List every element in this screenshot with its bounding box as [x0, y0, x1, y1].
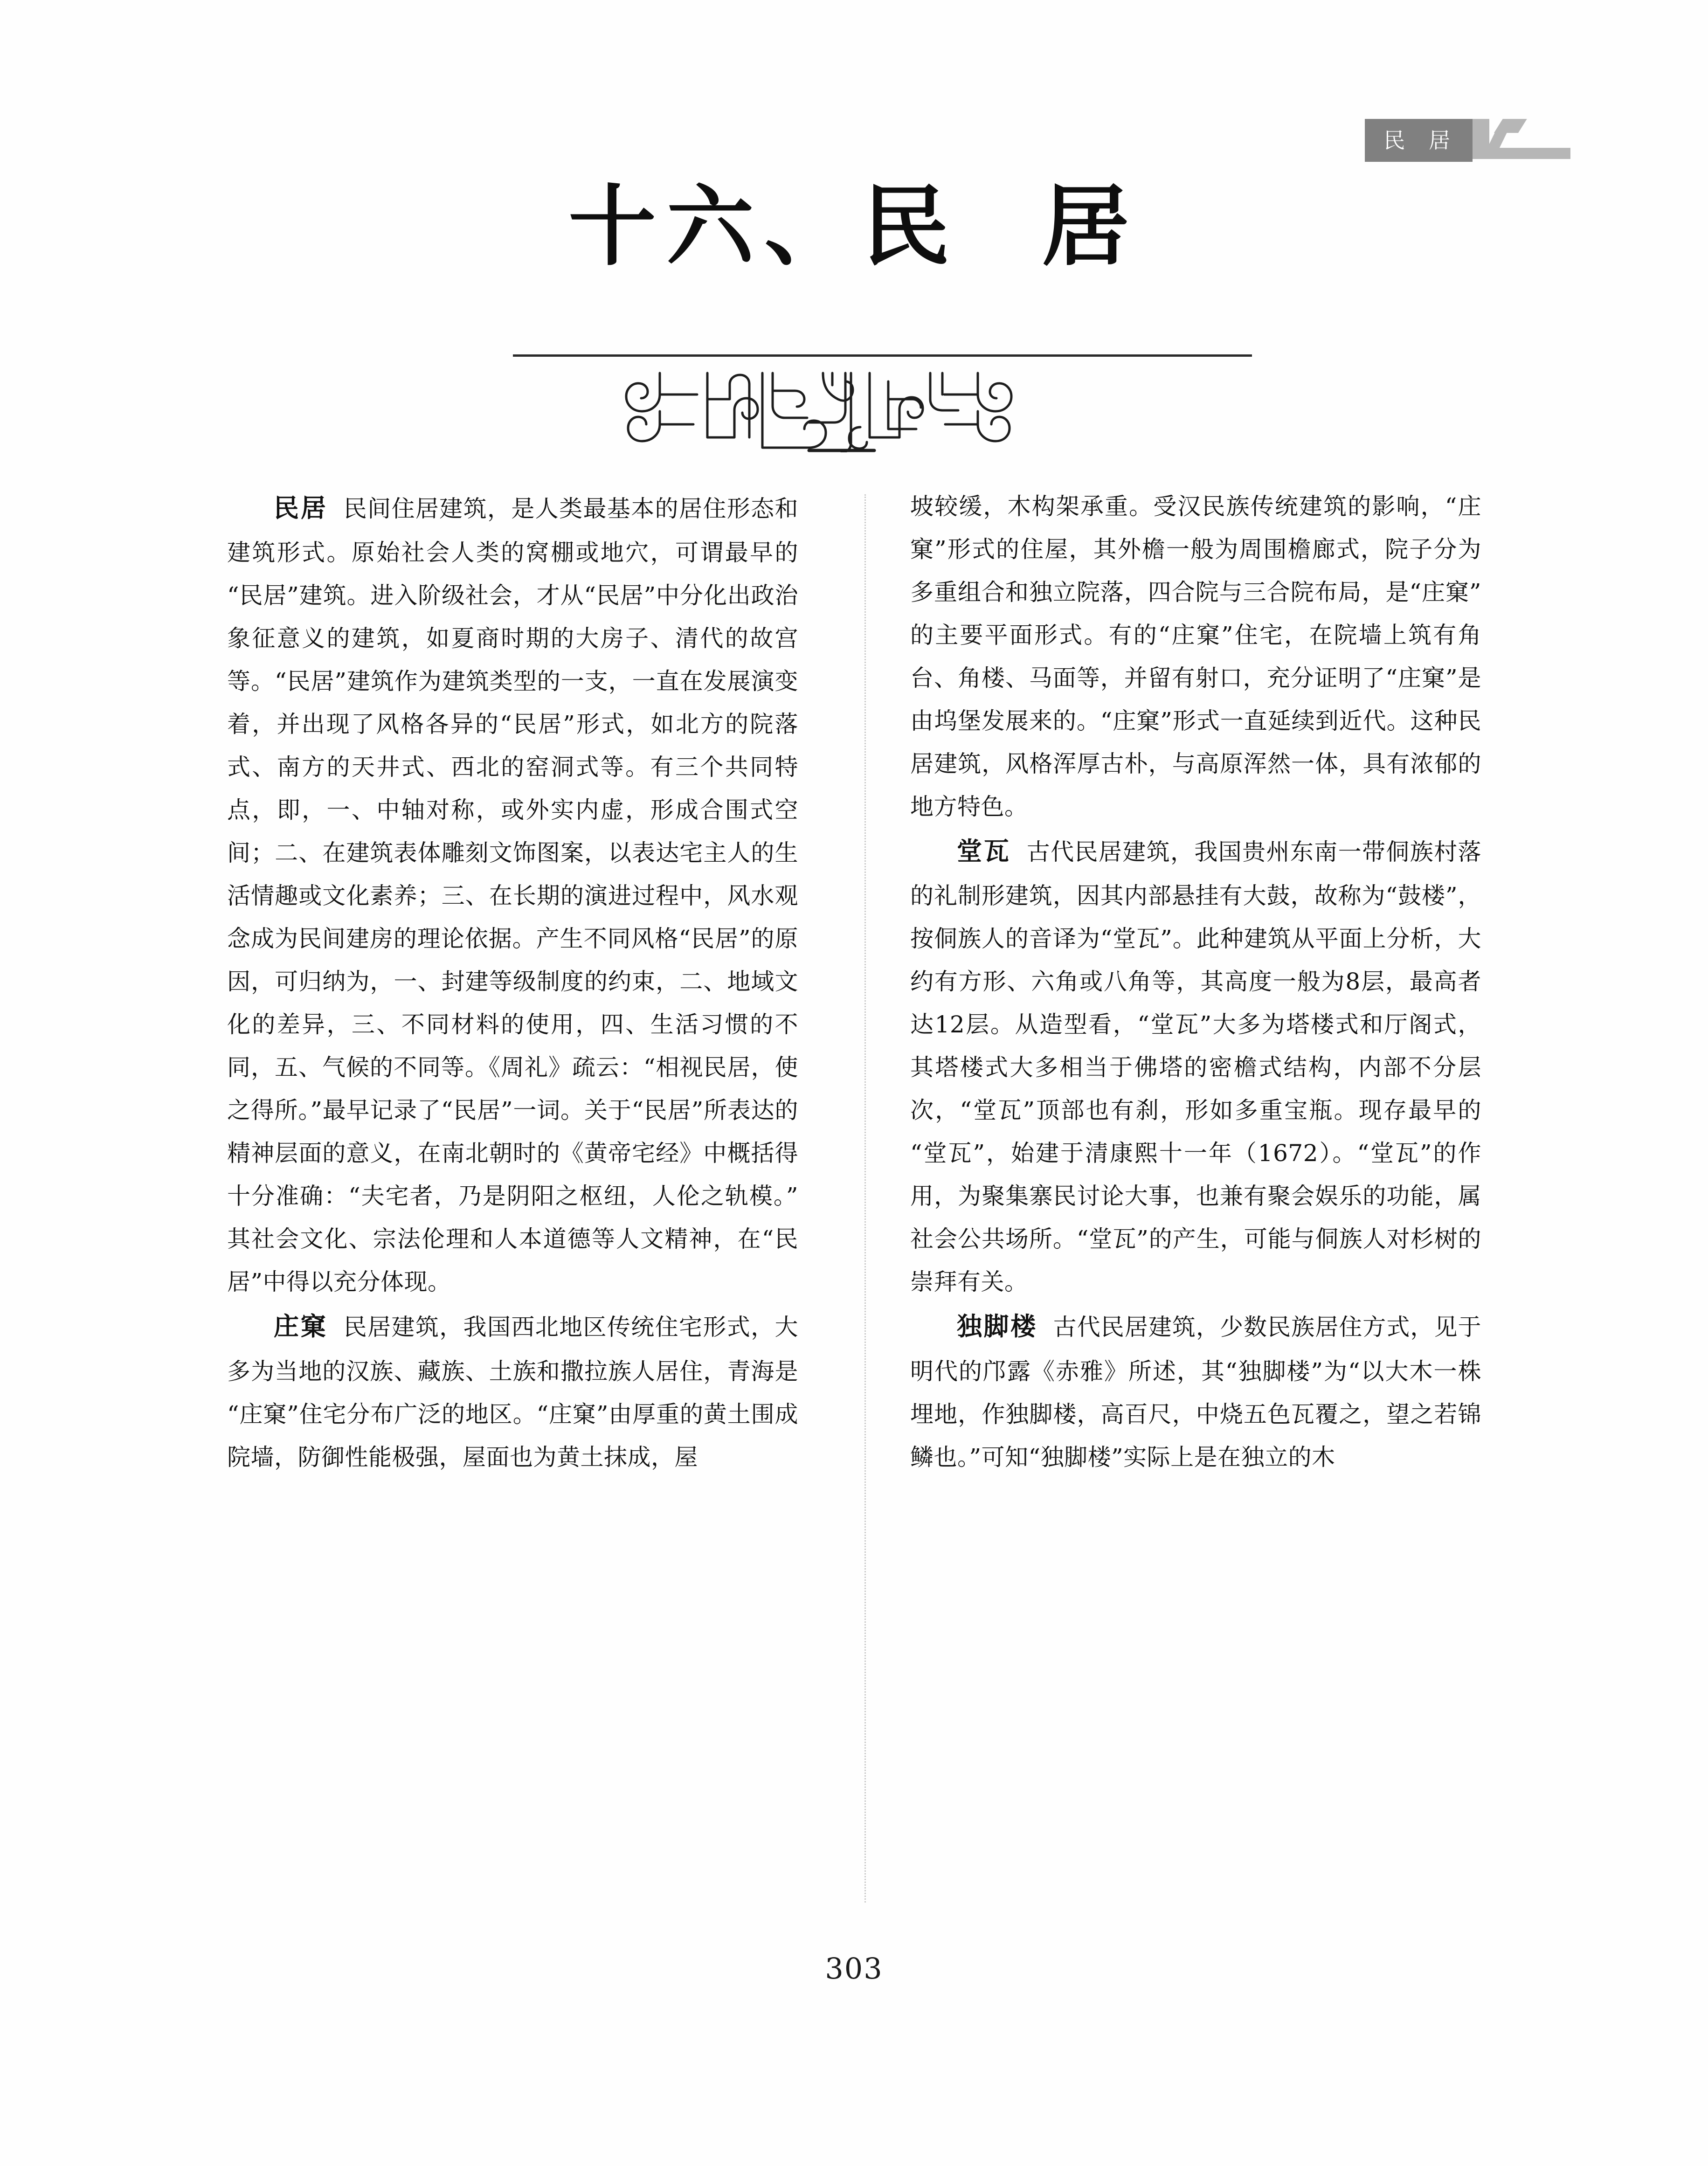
entry-body: 古代民居建筑，我国贵州东南一带侗族村落的礼制形建筑，因其内部悬挂有大鼓，故称为“鼓楼”，按侗族人的音译为“堂瓦”。此种建筑从平面上分析，大约有方形、六角或八角等，其高度一般为8层，最高者达12层。从造型看，“堂瓦”大多为塔楼式和厅阁式，其塔楼式大多相当于佛塔的密檐式结构，内部不分层次，“堂瓦”顶部也有刹，形如多重宝瓶。现存最早的“堂瓦”，始建于清康熙十一年（1672）。“堂瓦”的作用，为聚集寨民讨论大事，也兼有聚会娱乐的功能，属社会公共场所。“堂瓦”的产生，可能与侗族人对杉树的崇拜有关。	[910, 838, 1481, 1296]
entry-body: 古代民居建筑，少数民族居住方式，见于明代的邝露《赤雅》所述，其“独脚楼”为“以大木一株埋地，作独脚楼，高百尺，中烧五色瓦覆之，望之若锦鳞也。”可知“独脚楼”实际上是在独立的木	[910, 1314, 1482, 1471]
running-head-tab-label: 民 居	[1365, 119, 1473, 162]
entry-paragraph-continued	[910, 485, 1481, 828]
entry-paragraph	[227, 1303, 798, 1478]
chinese-cloud-scroll-ornament	[590, 354, 1121, 452]
page-number: 303	[825, 1951, 883, 1986]
corner-check-mark-icon	[1473, 119, 1570, 162]
entry-term: 民居	[274, 493, 328, 523]
body-columns	[227, 485, 1481, 1907]
entry-body: 民间住居建筑，是人类最基本的居住形态和建筑形式。原始社会人类的窝棚或地穴，可谓最早的“民居”建筑。进入阶级社会，才从“民居”中分化出政治象征意义的建筑，如夏商时期的大房子、清代的故宫等。“民居”建筑作为建筑类型的一支，一直在发展演变着，并出现了风格各异的“民居”形式，如北方的院落式、南方的天井式、西北的窑洞式等。有三个共同特点，即，一、中轴对称，或外实内虚，形成合围式空间；二、在建筑表体雕刻文饰图案，以表达宅主人的生活情趣或文化素养；三、在长期的演进过程中，风水观念成为民间建房的理论依据。产生不同风格“民居”的原因，可归纳为，一、封建等级制度的约束，二、地域文化的差异，三、不同材料的使用，四、生活习惯的不同，五、气候的不同等。《周礼》疏云：“相视民居，使之得所。”最早记录了“民居”一词。关于“民居”所表达的精神层面的意义，在南北朝时的《黄帝宅经》中概括得十分准确：“夫宅者，乃是阴阳之枢纽，人伦之轨模。”其社会文化、宗法伦理和人本道德等人文精神，在“民居”中得以充分体现。	[227, 495, 798, 1296]
entry-paragraph	[227, 485, 798, 1303]
entry-paragraph	[910, 828, 1481, 1303]
entry-term: 独脚楼	[957, 1312, 1037, 1342]
entry-body: 民居建筑，我国西北地区传统住宅形式，大多为当地的汉族、藏族、土族和撒拉族人居住，青海是“庄窠”住宅分布广泛的地区。“庄窠”由厚重的黄土围成院墙，防御性能极强，屋面也为黄土抹成，屋	[227, 1314, 798, 1471]
running-head	[1365, 119, 1570, 162]
entry-term: 庄窠	[274, 1312, 328, 1342]
column-left	[227, 485, 798, 1907]
column-right	[910, 485, 1481, 1907]
chapter-title: 十六、民 居	[568, 175, 1140, 278]
entry-term: 堂瓦	[957, 837, 1011, 866]
entry-body: 坡较缓，木构架承重。受汉民族传统建筑的影响，“庄窠”形式的住屋，其外檐一般为周围檐廊式，院子分为多重组合和独立院落，四合院与三合院布局，是“庄窠”的主要平面形式。有的“庄窠”住宅，在院墙上筑有角台、角楼、马面等，并留有射口，充分证明了“庄窠”是由坞堡发展来的。“庄窠”形式一直延续到近代。这种民居建筑，风格浑厚古朴，与高原浑然一体，具有浓郁的地方特色。	[910, 493, 1481, 820]
entry-paragraph	[910, 1303, 1481, 1478]
